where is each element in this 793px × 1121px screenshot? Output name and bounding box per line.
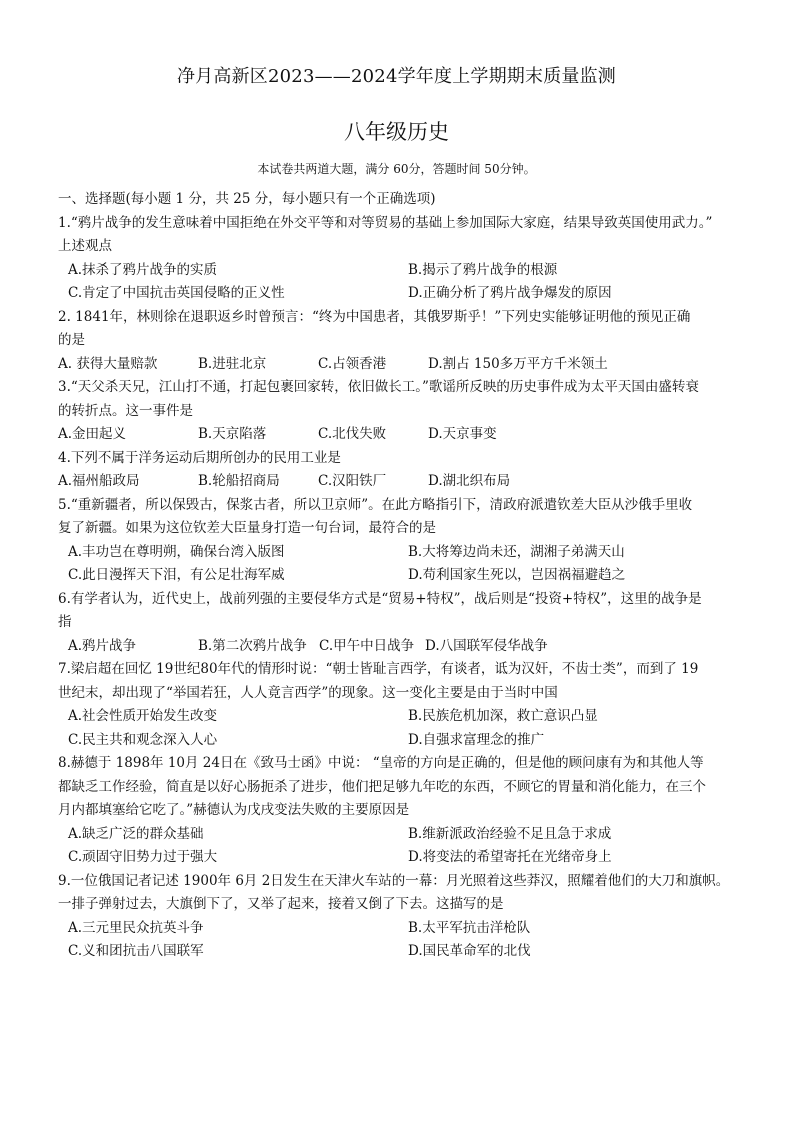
option-c[interactable]: C.肯定了中国抗击英国侵略的正义性 (68, 285, 285, 301)
exam-subject: 八年级历史 (344, 120, 449, 144)
question-6 (58, 588, 748, 659)
option-d[interactable]: D.天京事变 (428, 426, 497, 442)
question-stem-line: 的转折点。这一事件是 (58, 402, 193, 419)
option-c[interactable]: C.占领香港 (318, 355, 387, 372)
option-d[interactable]: D.八国联军侵华战争 (425, 637, 548, 654)
question-1 (58, 212, 748, 306)
option-d[interactable]: D.将变法的希望寄托在光绪帝身上 (408, 849, 612, 865)
question-stem-line: 月内都填塞给它吃了。”赫德认为戊戌变法失败的主要原因是 (58, 802, 410, 818)
option-c[interactable]: C.顽固守旧势力过于强大 (68, 849, 218, 865)
option-d[interactable]: D.割占 150多万平方千米领土 (428, 355, 608, 372)
question-stem-line: 上述观点 (58, 238, 112, 254)
option-d[interactable]: D.正确分析了鸦片战争爆发的原因 (408, 285, 612, 301)
question-stem-line: 一排子弹射过去，大旗倒下了，又举了起来，接着又倒了下去。这描写的是 (58, 896, 504, 912)
option-b[interactable]: B.揭示了鸦片战争的根源 (408, 261, 558, 278)
question-stem-line: 5.“重新疆者，所以保毁古，保浆古者，所以卫京师”。在此方略指引下，清政府派遣钦差大臣从沙俄手里收 (58, 496, 693, 513)
question-2 (58, 306, 748, 377)
question-stem-line: 4.下列不属于洋务运动后期所创办的民用工业是 (58, 449, 341, 466)
option-a[interactable]: A.缺乏广泛的群众基础 (68, 825, 204, 842)
question-stem-line: 复了新疆。如果为这位钦差大臣量身打造一句台词，最符合的是 (58, 520, 436, 536)
question-stem-line: 的是 (58, 332, 85, 348)
option-d[interactable]: D.自强求富理念的推广 (408, 731, 545, 748)
exam-title: 净月高新区2023——2024学年度上学期期末质量监测 (176, 66, 616, 87)
option-a[interactable]: A.三元里民众抗英斗争 (68, 919, 204, 936)
question-options (58, 423, 748, 447)
question-options (58, 470, 748, 494)
option-c[interactable]: C.甲午中日战争 (319, 637, 415, 654)
question-5 (58, 494, 748, 588)
option-a[interactable]: A.社会性质开始发生改变 (68, 708, 218, 724)
option-d[interactable]: D.国民革命军的北伐 (408, 943, 531, 959)
question-stem-line: 指 (58, 614, 72, 630)
option-a[interactable]: A.福州船政局 (58, 473, 140, 489)
option-b[interactable]: B.进驻北京 (198, 355, 267, 372)
option-b[interactable]: B.第二次鸦片战争 (198, 637, 307, 654)
exam-instructions: 本试卷共两道大题，满分 60分，答题时间 50分钟。 (257, 162, 536, 176)
question-7 (58, 658, 748, 752)
option-b[interactable]: B.轮船招商局 (198, 473, 280, 489)
option-b[interactable]: B.民族危机加深，救亡意识凸显 (408, 708, 598, 724)
option-c[interactable]: C.民主共和观念深入人心 (68, 731, 218, 748)
option-c[interactable]: C.汉阳铁厂 (318, 473, 387, 489)
option-a[interactable]: A.鸦片战争 (68, 637, 137, 654)
option-c[interactable]: C.义和团抗击八国联军 (68, 943, 204, 959)
question-stem-line: 2. 1841年，林则徐在退职返乡时曾预言：“终为中国患者，其俄罗斯乎！”下列史实能够证明他的预见正确 (58, 308, 691, 325)
option-a[interactable]: A. 获得大量赔款 (58, 355, 158, 372)
option-c[interactable]: C.北伐失败 (318, 426, 387, 442)
question-options (58, 541, 748, 588)
question-options (58, 353, 748, 377)
question-stem-line: 世纪末，却出现了“举国若狂，人人竟言西学”的现象。这一变化主要是由于当时中国 (58, 684, 558, 701)
option-a[interactable]: A.抹杀了鸦片战争的实质 (68, 261, 218, 278)
exam-content (58, 188, 748, 964)
question-options (58, 635, 748, 659)
option-b[interactable]: B.太平军抗击洋枪队 (408, 919, 531, 936)
option-d[interactable]: D.湖北织布局 (428, 473, 511, 489)
option-b[interactable]: B.天京陷落 (198, 426, 267, 442)
question-options (58, 259, 748, 306)
section-heading: 一、选择题(每小题 1 分，共 25 分，每小题只有一个正确选项) (58, 191, 436, 207)
question-options (58, 823, 748, 870)
question-stem-line: 6.有学者认为，近代史上，战前列强的主要侵华方式是“贸易+特权”，战后则是“投资+特权”，这里的战争是 (58, 590, 702, 607)
question-8 (58, 752, 748, 870)
question-stem-line: 8.赫德于 1898年 10月 24日在《致马士函》中说： “皇帝的方向是正确的，但是他的顾问康有为和其他人等 (58, 755, 704, 771)
question-stem-line: 都缺乏工作经验，简直是以好心肠扼杀了进步，他们把足够九年吃的东西，不顾它的胃量和消化能力，在三个 (58, 778, 706, 795)
question-options (58, 705, 748, 752)
question-stem-line: 3.“天父杀天兄，江山打不通，打起包裹回家转，依旧做长工。”歌谣所反映的历史事件成为太平天国由盛转衰 (58, 379, 699, 395)
question-3 (58, 376, 748, 447)
option-a[interactable]: A.丰功岂在尊明朔，确保台湾入版图 (68, 543, 285, 560)
question-stem-line: 9.一位俄国记者记述 1900年 6月 2日发生在天津火车站的一幕：月光照着这些莽汉，照耀着他们的大刀和旗帜。 (58, 872, 730, 889)
option-c[interactable]: C.此日漫挥天下泪，有公足壮海军威 (68, 567, 285, 583)
question-stem-line: 1.“鸦片战争的发生意味着中国拒绝在外交平等和对等贸易的基础上参加国际大家庭，结果导致英国使用武力。” (58, 214, 713, 231)
question-9 (58, 870, 748, 964)
option-d[interactable]: D.苟利国家生死以，岂因祸福避趋之 (408, 567, 626, 583)
question-4 (58, 447, 748, 494)
option-a[interactable]: A.金田起义 (58, 426, 127, 442)
question-stem-line: 7.梁启超在回忆 19世纪80年代的情形时说：“朝士皆耻言西学，有谈者，诋为汉奸，不齿士类”，而到了 19 (58, 661, 699, 677)
option-b[interactable]: B.维新派政治经验不足且急于求成 (408, 825, 612, 842)
option-b[interactable]: B.大将筹边尚未还，湖湘子弟满天山 (408, 543, 625, 560)
question-options (58, 917, 748, 964)
